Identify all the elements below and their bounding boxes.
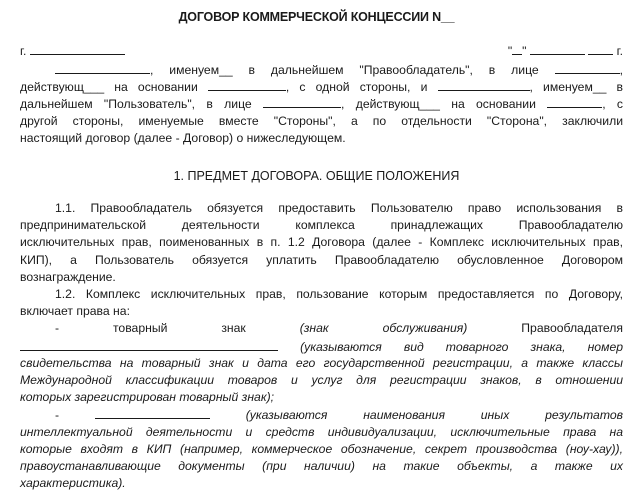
- rightholder-name-blank[interactable]: [55, 61, 150, 74]
- item-text: (знак: [299, 321, 329, 336]
- item-2-line-4: правоустанавливающие документы (при наличии) на такие объекты, а также их: [20, 458, 623, 473]
- user-name-blank[interactable]: [438, 78, 530, 91]
- clause-1-2-line: включает права на:: [20, 304, 130, 319]
- preamble-text: , с одной стороны, и: [285, 80, 428, 95]
- clause-1-1-line: 1.1. Правообладатель обязуется предоставить Пользователю право использования в: [55, 201, 623, 215]
- clause-1-1-line: исключительных прав, поименованных в п. 1.2 Договора (далее - Комплекс исключительных прав,: [20, 235, 623, 250]
- date-suffix: г.: [616, 44, 623, 58]
- date-quote-open: ": [507, 44, 513, 58]
- preamble: [20, 61, 623, 147]
- preamble-line-2: [20, 78, 623, 95]
- rightholder-rep-blank[interactable]: [555, 61, 620, 74]
- preamble-text: дальнейшем "Пользователь", в лице: [20, 97, 252, 112]
- item-1-line-5: которых зарегистрирован товарный знак);: [20, 390, 275, 405]
- preamble-text: , с: [602, 97, 623, 112]
- clause-1-1: [20, 200, 623, 286]
- item-1-line-1: [20, 320, 623, 337]
- preamble-text: , действующ___ на основании: [341, 97, 536, 112]
- rightholder-basis-blank[interactable]: [208, 78, 286, 91]
- preamble-text: , именуем__ в дальнейшем "Правообладатель", в лице: [150, 63, 539, 77]
- dash: -: [55, 408, 60, 423]
- item-text: обслуживания): [382, 321, 468, 336]
- city-date-row: [20, 42, 623, 59]
- year-blank[interactable]: [588, 42, 613, 55]
- item-2-line-1: [20, 406, 623, 423]
- trademark-blank[interactable]: [20, 338, 278, 351]
- item-text: знак: [221, 321, 246, 336]
- city-field: [20, 42, 125, 58]
- month-blank[interactable]: [530, 42, 585, 55]
- date-quote-close: ": [522, 44, 527, 58]
- item-1-line-2: [20, 338, 623, 355]
- item-2-line-2: интеллектуальной деятельности и средств индивидуализации, исключительные права на: [20, 424, 623, 439]
- preamble-line-1: [20, 61, 623, 78]
- preamble-text: действующ___ на основании: [20, 80, 198, 95]
- day-blank[interactable]: [512, 42, 522, 55]
- user-basis-blank[interactable]: [547, 95, 602, 108]
- dash: -: [55, 321, 60, 336]
- city-blank[interactable]: [30, 42, 125, 55]
- preamble-line-5: настоящий договор (далее - Договор) о нижеследующем.: [20, 130, 346, 145]
- item-text: (указываются наименования иных результатов: [245, 408, 623, 423]
- item-text: (указываются вид товарного знака, номер: [300, 339, 623, 354]
- city-prefix: г.: [20, 44, 27, 58]
- item-1-line-3: свидетельства на товарный знак и дата его государственной регистрации, а также классы: [20, 355, 623, 370]
- user-rep-blank[interactable]: [263, 95, 341, 108]
- item-1-line-4: Международной классификации товаров и услуг для регистрации знаков, в отношении: [20, 372, 623, 387]
- preamble-line-4: другой стороны, именуемые вместе "Стороны", а по отдельности "Сторона", заключили: [20, 113, 623, 128]
- preamble-text: ,: [619, 63, 623, 77]
- item-2-line-3: которые входят в КИП (например, коммерческое обозначение, секрет производства (ноу-хау)),: [20, 441, 623, 456]
- clause-1-2: [20, 286, 623, 492]
- preamble-line-3: [20, 95, 623, 112]
- document-title: ДОГОВОР КОММЕРЧЕСКОЙ КОНЦЕССИИ N__: [178, 10, 455, 24]
- clause-1-2-line: 1.2. Комплекс исключительных прав, пользование которым предоставляется по Договору,: [55, 287, 623, 301]
- date-field: [508, 42, 623, 58]
- clause-1-1-line: вознаграждение.: [20, 269, 116, 284]
- section-1-heading: 1. ПРЕДМЕТ ДОГОВОРА. ОБЩИЕ ПОЛОЖЕНИЯ: [173, 169, 460, 183]
- clause-1-1-line: КИП), а Пользователь обязуется уплатить Правообладателю обусловленное Договором: [20, 252, 623, 267]
- clause-1-1-line: предпринимательской деятельности комплекса принадлежащих Правообладателю: [20, 218, 623, 233]
- item-2-line-5: характеристика).: [20, 476, 126, 491]
- item-text: товарный: [112, 321, 168, 336]
- other-results-blank[interactable]: [95, 406, 210, 419]
- preamble-text: , именуем__ в: [529, 80, 623, 95]
- item-text: Правообладателя: [521, 321, 623, 336]
